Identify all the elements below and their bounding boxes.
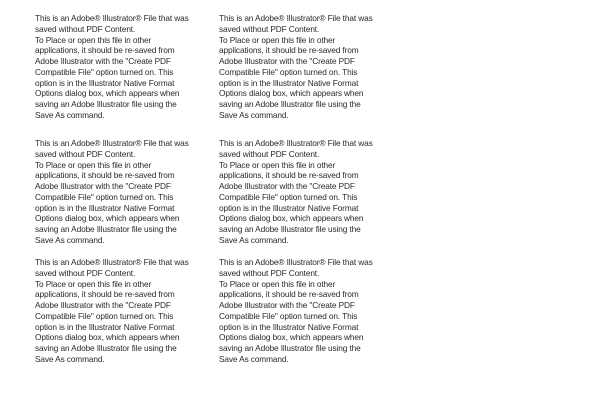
notice-text-line: saving an Adobe Illustrator file using the (219, 224, 361, 234)
ai-placeholder-notice-row1-col2 (219, 13, 384, 121)
notice-text-line: Options dialog box, which appears when (35, 213, 180, 224)
notice-text-line: saving an Adobe Illustrator file using the (219, 343, 361, 353)
notice-text-line: saving an Adobe Illustrator file using the (35, 343, 177, 353)
notice-text-line: applications, it should be re-saved from (35, 45, 175, 56)
notice-text-line: Compatible File" option turned on. This (35, 66, 174, 77)
notice-text-line: Options dialog box, which appears when (219, 88, 364, 99)
notice-text-line: Compatible File" option turned on. This (219, 66, 358, 77)
notice-text-line: Compatible File" option turned on. This (35, 310, 174, 321)
notice-text-line: Save As command. (219, 353, 289, 364)
notice-text-line: Compatible File" option turned on. This (35, 191, 174, 202)
notice-text-line: applications, it should be re-saved from (219, 170, 359, 181)
notice-text-line: Save As command. (219, 234, 289, 245)
notice-text-line: Compatible File" option turned on. This (219, 310, 358, 321)
notice-text-line: Options dialog box, which appears when (219, 332, 364, 343)
notice-text-line: Adobe Illustrator with the "Create PDF (219, 56, 355, 66)
notice-text-line: option is in the Illustrator Native Format (219, 77, 359, 88)
notice-text-line: option is in the Illustrator Native Format (219, 202, 359, 213)
notice-text-line: saved without PDF Content. (35, 267, 136, 278)
notice-text-line: saving an Adobe Illustrator file using the (35, 99, 177, 109)
notice-text-line: Adobe Illustrator with the "Create PDF (35, 300, 171, 310)
notice-text-line: saved without PDF Content. (35, 23, 136, 34)
notice-text-line: saving an Adobe Illustrator file using the (219, 99, 361, 109)
notice-text-line: This is an Adobe® Illustrator® File that was (219, 13, 373, 23)
notice-text-line: Options dialog box, which appears when (35, 88, 180, 99)
notice-text-line: Adobe Illustrator with the "Create PDF (35, 181, 171, 191)
notice-text-line: applications, it should be re-saved from (219, 289, 359, 300)
ai-placeholder-notice-row1-col1 (35, 13, 200, 121)
notice-text-line: Options dialog box, which appears when (219, 213, 364, 224)
notice-text-line: saved without PDF Content. (219, 148, 320, 159)
notice-text-line: Save As command. (219, 109, 289, 120)
notice-text-line: saved without PDF Content. (219, 23, 320, 34)
notice-text-line: To Place or open this file in other (219, 159, 336, 170)
notice-text-line: applications, it should be re-saved from (35, 170, 175, 181)
notice-text-line: applications, it should be re-saved from (219, 45, 359, 56)
notice-text-line: Save As command. (35, 109, 105, 120)
notice-text-line: To Place or open this file in other (35, 159, 152, 170)
ai-placeholder-notice-row3-col2 (219, 257, 384, 365)
notice-text-line: To Place or open this file in other (219, 278, 336, 289)
notice-text-line: option is in the Illustrator Native Format (219, 321, 359, 332)
notice-text-line: This is an Adobe® Illustrator® File that was (219, 138, 373, 148)
ai-placeholder-notice-row2-col1 (35, 138, 200, 246)
ai-placeholder-notice-row3-col1 (35, 257, 200, 365)
notice-text-line: Adobe Illustrator with the "Create PDF (35, 56, 171, 66)
notice-text-line: To Place or open this file in other (35, 34, 152, 45)
notice-text-line: Save As command. (35, 353, 105, 364)
notice-text-line: Adobe Illustrator with the "Create PDF (219, 181, 355, 191)
notice-text-line: option is in the Illustrator Native Format (35, 321, 175, 332)
notice-text-line: This is an Adobe® Illustrator® File that was (35, 138, 189, 148)
notice-text-line: This is an Adobe® Illustrator® File that was (35, 13, 189, 23)
notice-text-line: option is in the Illustrator Native Format (35, 202, 175, 213)
notice-text-line: Save As command. (35, 234, 105, 245)
notice-text-line: Options dialog box, which appears when (35, 332, 180, 343)
notice-text-line: Compatible File" option turned on. This (219, 191, 358, 202)
notice-text-line: saving an Adobe Illustrator file using the (35, 224, 177, 234)
ai-placeholder-notice-row2-col2 (219, 138, 384, 246)
notice-text-line: To Place or open this file in other (219, 34, 336, 45)
notice-text-line: This is an Adobe® Illustrator® File that was (219, 257, 373, 267)
notice-text-line: Adobe Illustrator with the "Create PDF (219, 300, 355, 310)
notice-text-line: saved without PDF Content. (219, 267, 320, 278)
notice-text-line: applications, it should be re-saved from (35, 289, 175, 300)
notice-text-line: To Place or open this file in other (35, 278, 152, 289)
notice-text-line: This is an Adobe® Illustrator® File that was (35, 257, 189, 267)
notice-text-line: option is in the Illustrator Native Format (35, 77, 175, 88)
notice-text-line: saved without PDF Content. (35, 148, 136, 159)
